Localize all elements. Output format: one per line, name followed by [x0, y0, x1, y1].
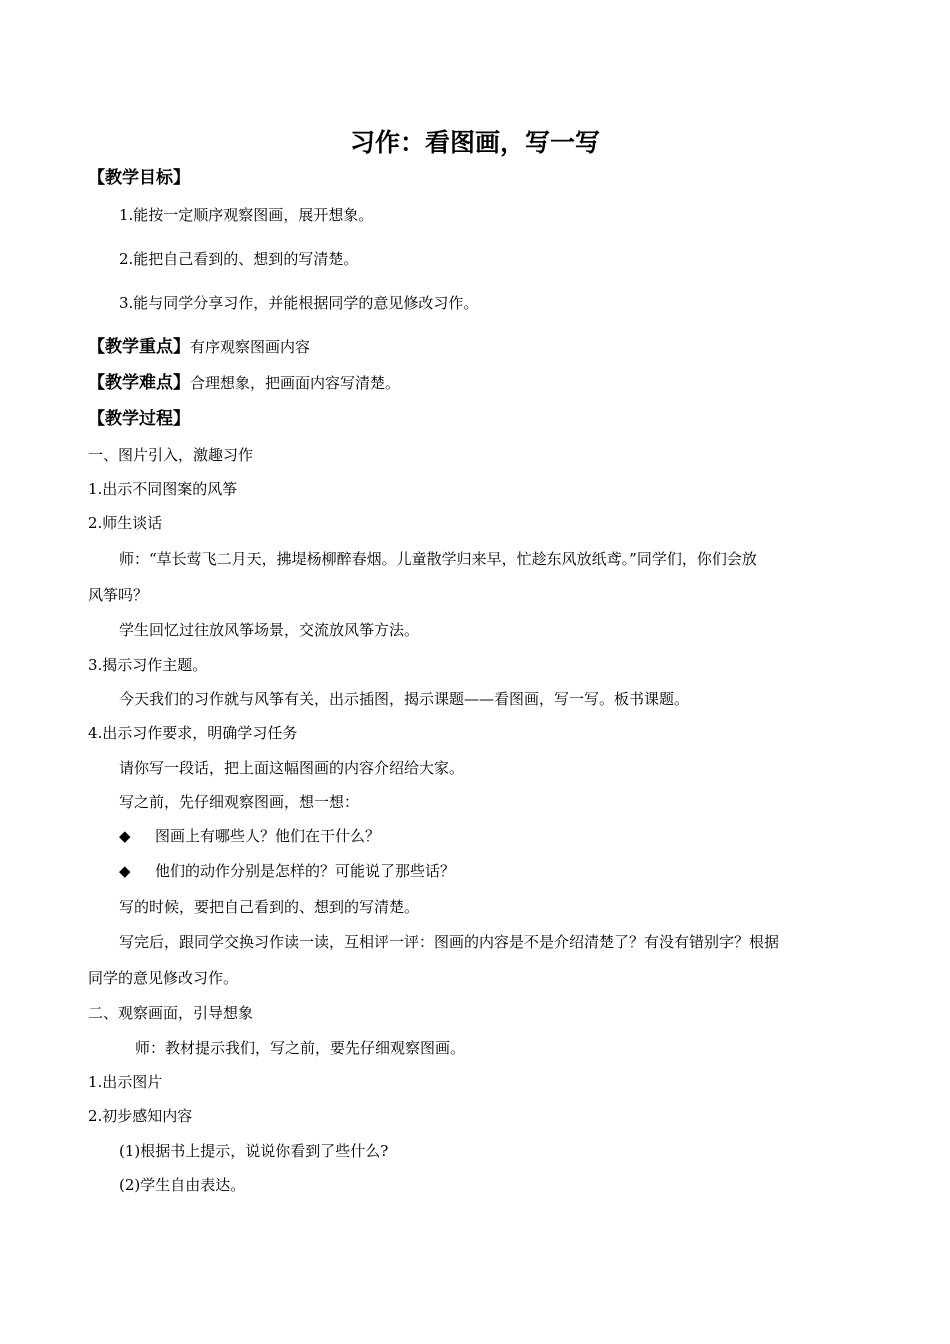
paragraph-line: 师：“草长莺飞二月天，拂堤杨柳醉春烟。儿童散学归来早，忙趁东风放纸鸢。”同学们，你们会放 [119, 550, 757, 568]
step-item: 3.揭示习作主题。 [88, 656, 208, 674]
paragraph-line: (1)根据书上提示，说说你看到了些什么? [119, 1142, 389, 1160]
objective-item: 2.能把自己看到的、想到的写清楚。 [119, 250, 359, 268]
step-item: 2.师生谈话 [88, 514, 163, 532]
difficulty-text: 合理想象，把画面内容写清楚。 [190, 374, 401, 392]
paragraph-line: 风筝吗？ [88, 586, 149, 604]
step-item: 2.初步感知内容 [88, 1107, 193, 1125]
bullet-item [119, 861, 455, 881]
paragraph-line: 写之前，先仔细观察图画，想一想： [119, 793, 360, 811]
section-title: 一、图片引入，激趣习作 [88, 446, 254, 464]
section-title: 二、观察画面，引导想象 [88, 1004, 254, 1022]
process-heading: 【教学过程】 [88, 409, 190, 429]
bullet-item [119, 826, 380, 846]
key-point-label: 【教学重点】 [88, 337, 190, 357]
paragraph-line: 今天我们的习作就与风筝有关，出示插图，揭示课题——看图画，写一写。板书课题。 [119, 690, 690, 708]
paragraph-line: 师：教材提示我们，写之前，要先仔细观察图画。 [135, 1039, 466, 1057]
bullet-text: 他们的动作分别是怎样的？可能说了那些话？ [155, 862, 456, 880]
diamond-bullet-icon: ◆ [119, 827, 131, 845]
paragraph-line: 学生回忆过往放风筝场景，交流放风筝方法。 [119, 621, 420, 639]
paragraph-line: 写的时候，要把自己看到的、想到的写清楚。 [119, 898, 420, 916]
paragraph-line: (2)学生自由表达。 [119, 1176, 246, 1194]
paragraph-line: 写完后，跟同学交换习作读一读，互相评一评：图画的内容是不是介绍清楚了？有没有错别字？根据 [119, 933, 780, 951]
step-item: 1.出示不同图案的风筝 [88, 480, 238, 498]
bullet-text: 图画上有哪些人？他们在干什么？ [155, 827, 381, 845]
step-item: 1.出示图片 [88, 1073, 163, 1091]
objective-item: 1.能按一定顺序观察图画，展开想象。 [119, 206, 374, 224]
diamond-bullet-icon: ◆ [119, 862, 131, 880]
paragraph-line: 请你写一段话，把上面这幅图画的内容介绍给大家。 [119, 759, 465, 777]
difficulty [88, 373, 400, 393]
step-item: 4.出示习作要求，明确学习任务 [88, 724, 298, 742]
objective-item: 3.能与同学分享习作，并能根据同学的意见修改习作。 [119, 294, 479, 312]
paragraph-line: 同学的意见修改习作。 [88, 969, 239, 987]
page-title: 习作：看图画，写一写 [349, 128, 600, 157]
objectives-heading: 【教学目标】 [88, 168, 190, 188]
key-point [88, 337, 310, 357]
key-point-text: 有序观察图画内容 [190, 338, 311, 356]
difficulty-label: 【教学难点】 [88, 373, 190, 393]
